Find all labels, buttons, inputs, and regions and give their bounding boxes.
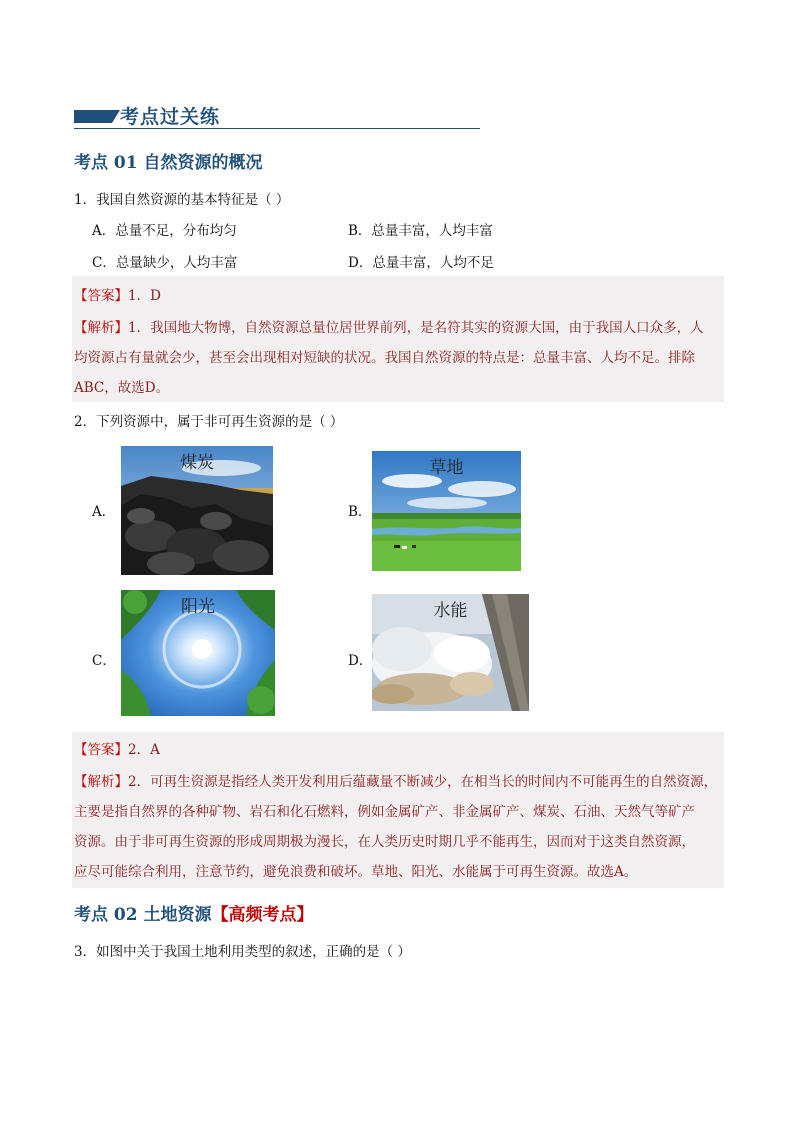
section-title: 考点过关练	[120, 106, 221, 128]
banner-underline	[74, 128, 480, 129]
q2-analysis-line-4: 应尽可能综合利用，注意节约，避免浪费和破坏。草地、阳光、水能属于可再生资源。故选A。	[74, 864, 638, 880]
hydropower-caption: 水能	[433, 601, 468, 621]
sunlight-image	[121, 590, 275, 716]
grassland-caption: 草地	[429, 458, 464, 478]
hydropower-image	[372, 594, 529, 711]
q2-option-c-label: C．	[92, 653, 116, 669]
q2-answer-box	[72, 732, 724, 888]
coal-caption: 煤炭	[180, 453, 214, 473]
q2-analysis-line-3: 资源。由于非可再生资源的形成周期极为漫长，在人类历史时期几乎不能再生，因而对于这类自然资源，	[74, 834, 695, 850]
q2-option-d-label: D．	[348, 653, 373, 669]
q1-analysis-line-3: ABC，故选D。	[74, 380, 170, 396]
sunlight-caption: 阳光	[181, 597, 215, 617]
q1-analysis-line-2: 均资源占有量就会少，甚至会出现相对短缺的状况。我国自然资源的特点是：总量丰富、人均不足。排除	[74, 350, 695, 366]
q2-analysis-line-2: 主要是指自然界的各种矿物、岩石和化石燃料，例如金属矿产、非金属矿产、煤炭、石油、天然气等矿产	[74, 804, 695, 820]
q1-option-d: D．总量丰富，人均不足	[348, 255, 494, 271]
kp2-heading	[74, 900, 314, 925]
analysis-text: 2．可再生资源是指经人类开发利用后蕴藏量不断减少，在相当长的时间内不可能再生的自然资源，	[128, 774, 718, 790]
q2-answer-line	[74, 738, 160, 758]
kp1-heading: 考点 01 自然资源的概况	[74, 153, 263, 173]
banner-bar	[74, 110, 112, 123]
q1-answer-line	[74, 284, 161, 304]
answer-label: 【答案】	[74, 288, 128, 304]
q1-stem: 1．我国自然资源的基本特征是（ ）	[74, 192, 290, 208]
analysis-text: 1．我国地大物博，自然资源总量位居世界前列，是名符其实的资源大国，由于我国人口众多，人	[128, 320, 704, 336]
q1-option-c: C．总量缺少，人均丰富	[92, 255, 238, 271]
coal-image	[121, 446, 273, 575]
q3-stem: 3．如图中关于我国土地利用类型的叙述，正确的是（ ）	[74, 944, 411, 960]
q1-analysis-line-1	[74, 316, 704, 336]
q1-option-b: B．总量丰富，人均丰富	[348, 223, 493, 239]
q2-stem: 2．下列资源中，属于非可再生资源的是（ ）	[74, 414, 344, 430]
high-frequency-tag: 【高频考点】	[211, 905, 314, 925]
analysis-label: 【解析】	[74, 320, 128, 336]
q1-answer-box	[72, 276, 724, 402]
answer-label: 【答案】	[74, 742, 128, 758]
banner-triangle	[112, 110, 120, 123]
analysis-label: 【解析】	[74, 774, 128, 790]
section-banner	[74, 100, 480, 130]
q1-answer: 1．D	[128, 288, 161, 304]
q2-option-b-label: B．	[348, 504, 372, 520]
grassland-image	[372, 451, 521, 571]
q2-analysis-line-1	[74, 770, 717, 790]
q1-option-a: A．总量不足，分布均匀	[92, 223, 237, 239]
kp2-heading-text: 考点 02 土地资源	[74, 905, 212, 925]
q2-option-a-label: A．	[92, 504, 116, 520]
q2-answer: 2．A	[128, 742, 160, 758]
